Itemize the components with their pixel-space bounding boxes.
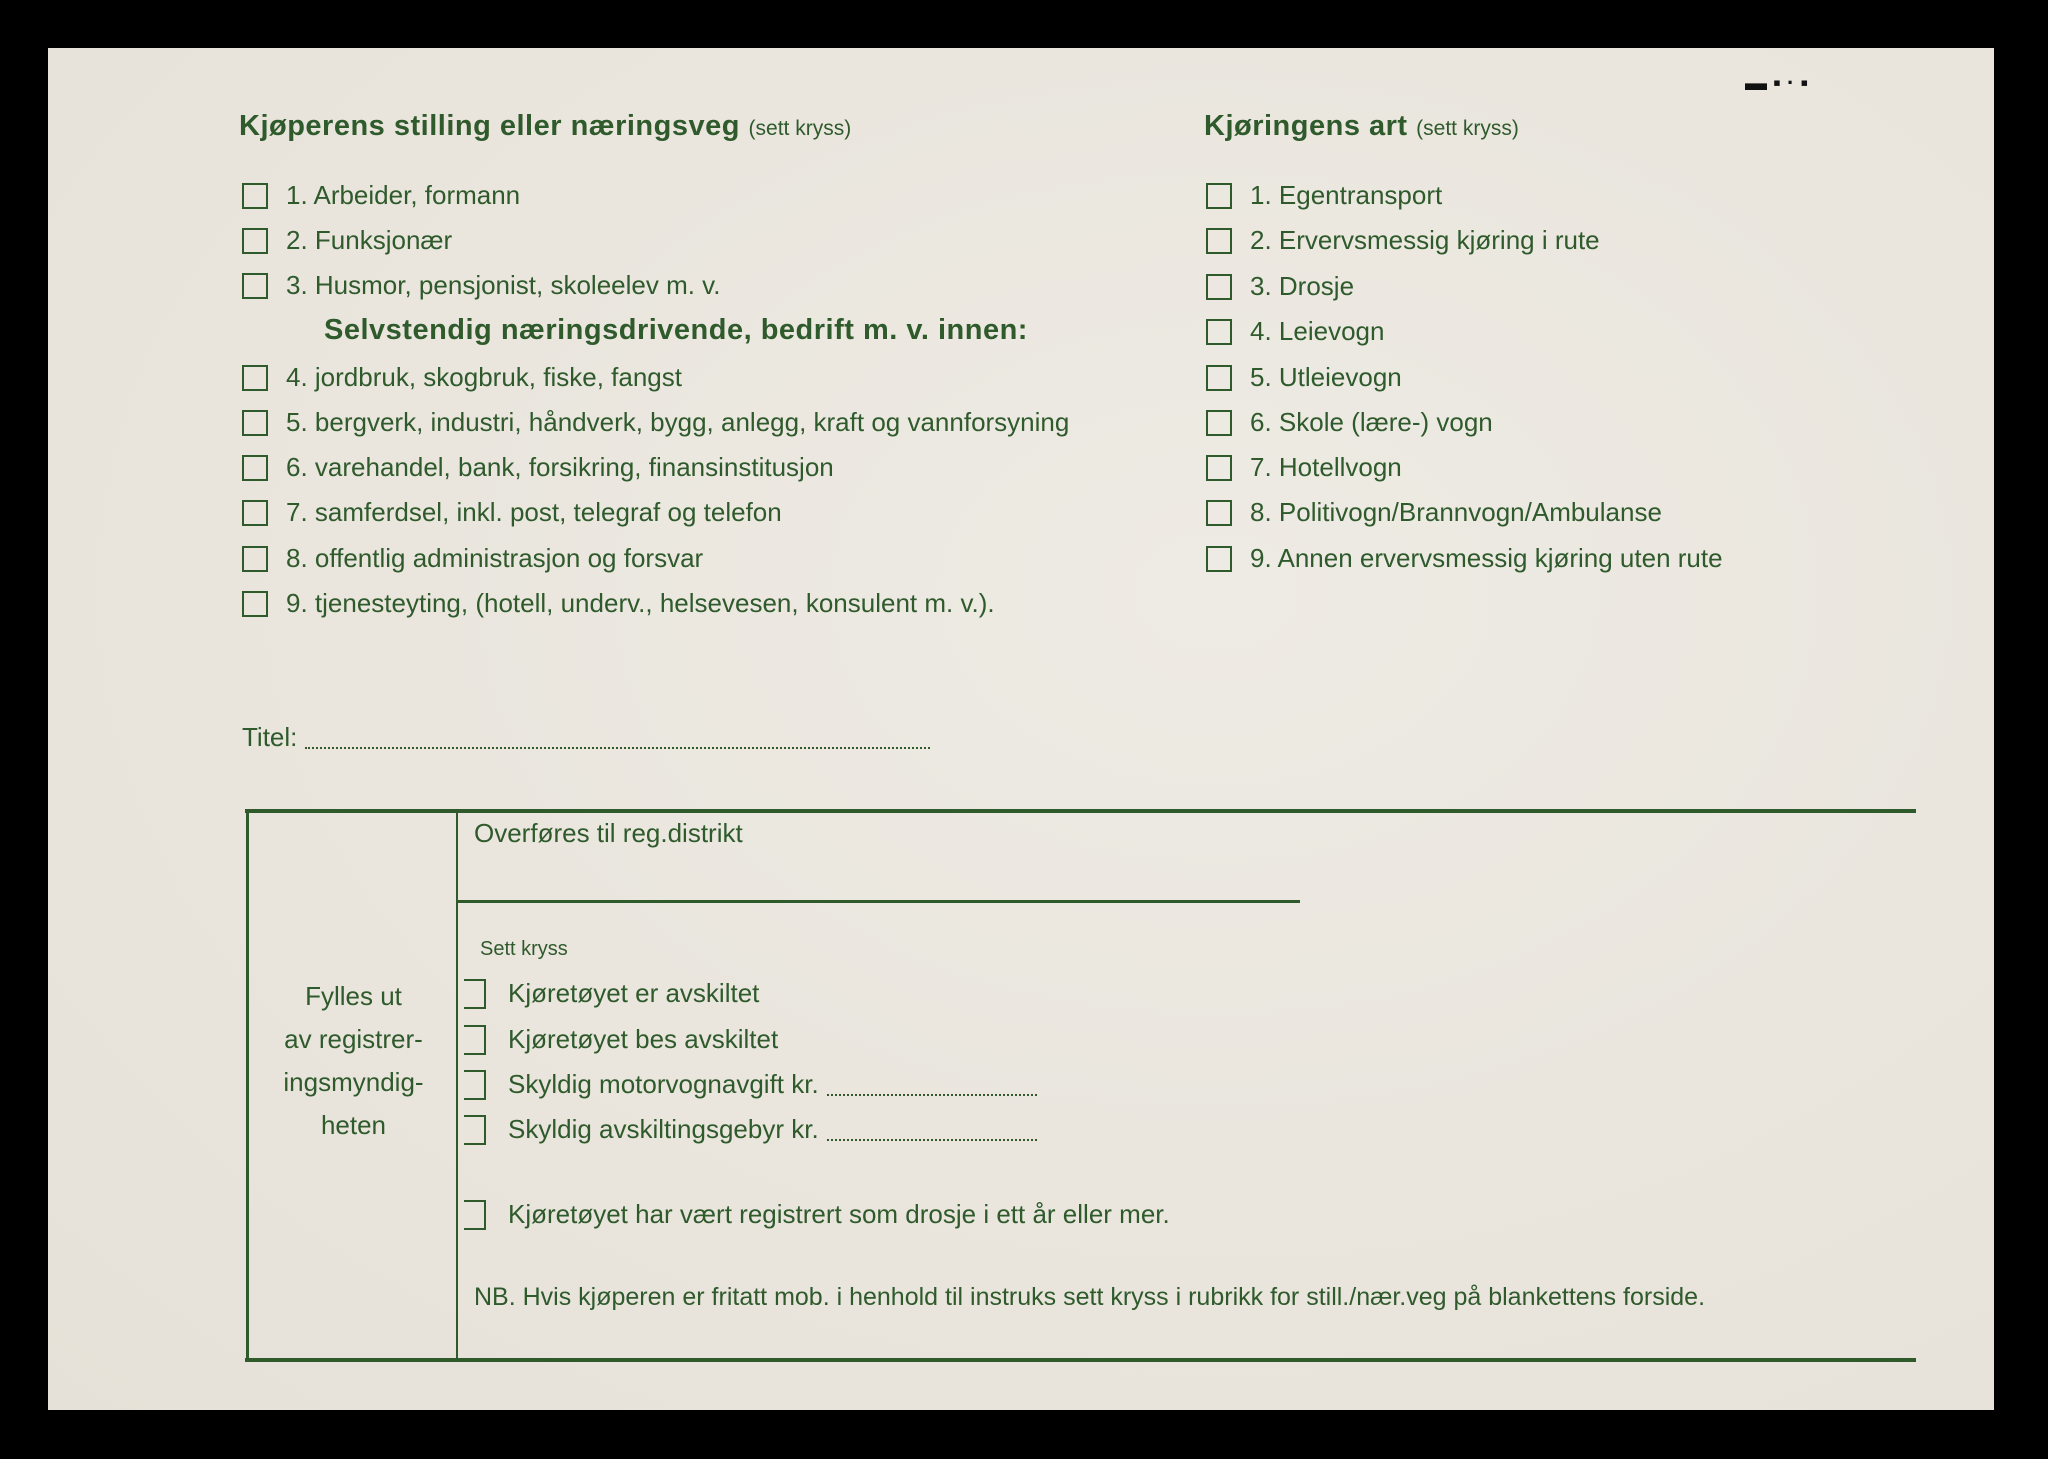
driving-option-7[interactable]	[1206, 452, 1402, 483]
taxi-history-option[interactable]	[464, 1199, 1170, 1230]
occupation-option-2[interactable]	[242, 225, 452, 256]
driving-option-2[interactable]	[1206, 225, 1600, 256]
option-label: Skyldig motorvognavgift kr.	[508, 1069, 819, 1099]
option-label: Kjøretøyet har vært registrert som drosje i ett år eller mer.	[508, 1199, 1170, 1229]
checkbox[interactable]	[242, 500, 268, 526]
checkbox[interactable]	[464, 1200, 486, 1230]
checkbox[interactable]	[242, 546, 268, 572]
option-label: 6. Skole (lære-) vogn	[1250, 407, 1493, 437]
occupation-option-3[interactable]	[242, 270, 720, 301]
checkbox[interactable]	[1206, 410, 1232, 436]
option-label: 3. Husmor, pensjonist, skoleelev m. v.	[286, 270, 721, 300]
heading-note: (sett kryss)	[1416, 117, 1519, 140]
driving-type-heading	[1204, 110, 1519, 143]
option-label: 7. samferdsel, inkl. post, telegraf og telefon	[286, 497, 782, 527]
checkbox[interactable]	[1206, 319, 1232, 345]
label-line: Fylles ut	[305, 981, 402, 1011]
option-label: 2. Ervervsmessig kjøring i rute	[1250, 225, 1600, 255]
occupation-option-4[interactable]	[242, 362, 682, 393]
checkbox[interactable]	[1206, 546, 1232, 572]
driving-option-5[interactable]	[1206, 362, 1402, 393]
driving-option-4[interactable]	[1206, 316, 1384, 347]
corner-marks: ▬ ▪ · ▪	[1745, 70, 1809, 95]
occupation-option-6[interactable]	[242, 452, 834, 483]
checkbox[interactable]	[242, 273, 268, 299]
occupation-option-7[interactable]	[242, 497, 782, 528]
title-input-line[interactable]	[305, 727, 930, 749]
checkbox[interactable]	[464, 1025, 486, 1055]
option-label: 3. Drosje	[1250, 271, 1355, 301]
heading-note: (sett kryss)	[748, 117, 852, 140]
driving-option-8[interactable]	[1206, 497, 1662, 528]
option-label: 1. Egentransport	[1250, 180, 1443, 210]
amount-input-line[interactable]	[827, 1074, 1037, 1096]
option-label: 2. Funksjonær	[286, 225, 453, 255]
title-field[interactable]	[242, 722, 930, 753]
option-label: 9. Annen ervervsmessig kjøring uten rute	[1250, 543, 1723, 573]
motor-fee-option[interactable]	[464, 1069, 1037, 1100]
label-line: ingsmyndig-	[283, 1067, 424, 1097]
box-left-border	[246, 811, 249, 1360]
checkbox[interactable]	[1206, 183, 1232, 209]
label-line: av registrer-	[284, 1024, 423, 1054]
driving-option-3[interactable]	[1206, 271, 1354, 302]
option-label: Kjøretøyet bes avskiltet	[508, 1024, 779, 1054]
occupation-option-9[interactable]	[242, 588, 995, 619]
exemption-note: NB. Hvis kjøperen er fritatt mob. i henhold til instruks sett kryss i rubrikk for still./nær.veg på blankettens forside.	[474, 1283, 1706, 1311]
deregistered-option[interactable]	[464, 978, 759, 1009]
checkbox[interactable]	[1206, 228, 1232, 254]
transfer-label: Overføres til reg.distrikt	[474, 818, 743, 848]
checkbox[interactable]	[242, 455, 268, 481]
option-label: 8. offentlig administrasjon og forsvar	[286, 543, 704, 573]
option-label: 5. Utleievogn	[1250, 362, 1402, 392]
checkbox[interactable]	[242, 410, 268, 436]
checkbox[interactable]	[242, 228, 268, 254]
checkbox[interactable]	[242, 183, 268, 209]
buyer-occupation-heading	[239, 110, 851, 143]
checkbox[interactable]	[464, 979, 486, 1009]
checkbox[interactable]	[1206, 365, 1232, 391]
option-label: 4. Leievogn	[1250, 316, 1385, 346]
option-label: 6. varehandel, bank, forsikring, finansinstitusjon	[286, 452, 834, 482]
option-label: 4. jordbruk, skogbruk, fiske, fangst	[286, 362, 682, 392]
occupation-option-1[interactable]	[242, 180, 520, 211]
driving-option-1[interactable]	[1206, 180, 1442, 211]
amount-input-line[interactable]	[827, 1119, 1037, 1141]
box-top-border	[245, 809, 1916, 813]
checkbox[interactable]	[1206, 274, 1232, 300]
option-label: Kjøretøyet er avskiltet	[508, 978, 760, 1008]
option-label: 1. Arbeider, formann	[286, 180, 521, 210]
checkbox[interactable]	[464, 1070, 486, 1100]
option-label: 7. Hotellvogn	[1250, 452, 1402, 482]
self-employed-subheading: Selvstendig næringsdrivende, bedrift m. v. innen:	[324, 314, 1028, 346]
request-deregister-option[interactable]	[464, 1024, 778, 1055]
driving-option-9[interactable]	[1206, 543, 1723, 574]
option-label: 8. Politivogn/Brannvogn/Ambulanse	[1250, 497, 1662, 527]
box-bottom-border	[245, 1358, 1916, 1362]
heading-text: Kjøperens stilling eller næringsveg	[239, 110, 740, 142]
plate-fee-option[interactable]	[464, 1114, 1037, 1145]
occupation-option-8[interactable]	[242, 543, 703, 574]
checkbox[interactable]	[242, 365, 268, 391]
checkbox[interactable]	[464, 1115, 486, 1145]
checkbox[interactable]	[1206, 455, 1232, 481]
registry-authority-label	[250, 975, 457, 1147]
occupation-option-5[interactable]	[242, 407, 1069, 438]
driving-option-6[interactable]	[1206, 407, 1493, 438]
checkbox[interactable]	[1206, 500, 1232, 526]
transfer-line[interactable]	[458, 900, 1300, 903]
heading-text: Kjøringens art	[1204, 110, 1408, 142]
checkbox[interactable]	[242, 591, 268, 617]
option-label: 9. tjenesteyting, (hotell, underv., helsevesen, konsulent m. v.).	[286, 588, 995, 618]
option-label: Skyldig avskiltingsgebyr kr.	[508, 1114, 819, 1144]
check-instruction: Sett kryss	[480, 938, 568, 960]
option-label: 5. bergverk, industri, håndverk, bygg, anlegg, kraft og vannforsyning	[286, 407, 1070, 437]
title-label: Titel:	[242, 722, 298, 752]
label-line: heten	[320, 1110, 387, 1140]
